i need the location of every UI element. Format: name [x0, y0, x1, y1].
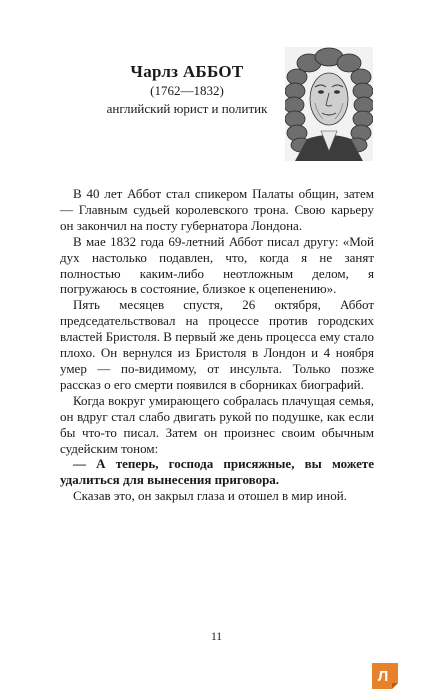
- person-description: английский юрист и политик: [106, 101, 268, 116]
- life-years: (1762—1832): [150, 83, 224, 98]
- article-body: [60, 186, 374, 504]
- publisher-logo-letter: Л: [377, 668, 389, 685]
- page-number: 11: [210, 631, 223, 643]
- paragraph-5-quote: — А теперь, господа присяжные, вы можете удалиться для вынесения приговора.: [60, 456, 374, 488]
- paragraph-6: Сказав это, он закрыл глаза и отошел в мир иной.: [73, 488, 347, 504]
- publisher-logo-icon: [372, 663, 398, 689]
- paragraph-3: Пять месяцев спустя, 26 октября, Аббот председательствовал на процессе против городских властей Бристоля. В первый же день процесса ему стало плохо. Он вернулся из Бристоля в Лондон и 4 ноября умер — по-видимому, от инсульта. Только позже рассказ о его смерти появился в сборниках биографий.: [60, 297, 374, 392]
- person-name: Чарлз АББОТ: [130, 62, 244, 81]
- paragraph-2: В мае 1832 года 69-летний Аббот писал другу: «Мой дух настолько подавлен, что, когда я не занят полностью каким-либо неотложным делом, я погружаюсь в состояние, близкое к оцепенению».: [60, 233, 374, 297]
- paragraph-4: Когда вокруг умирающего собралась плачущая семья, он вдруг стал слабо двигать рукой по подушке, как если бы что-то писал. Затем он произнес своим обычным судейским тоном:: [60, 392, 374, 456]
- paragraph-1: В 40 лет Аббот стал спикером Палаты общин, затем — Главным судьей королевского трона. Свою карьеру он закончил на посту губернатора Лондона.: [60, 186, 374, 233]
- portrait-engraving: [285, 47, 373, 161]
- chapter-header: [0, 0, 433, 170]
